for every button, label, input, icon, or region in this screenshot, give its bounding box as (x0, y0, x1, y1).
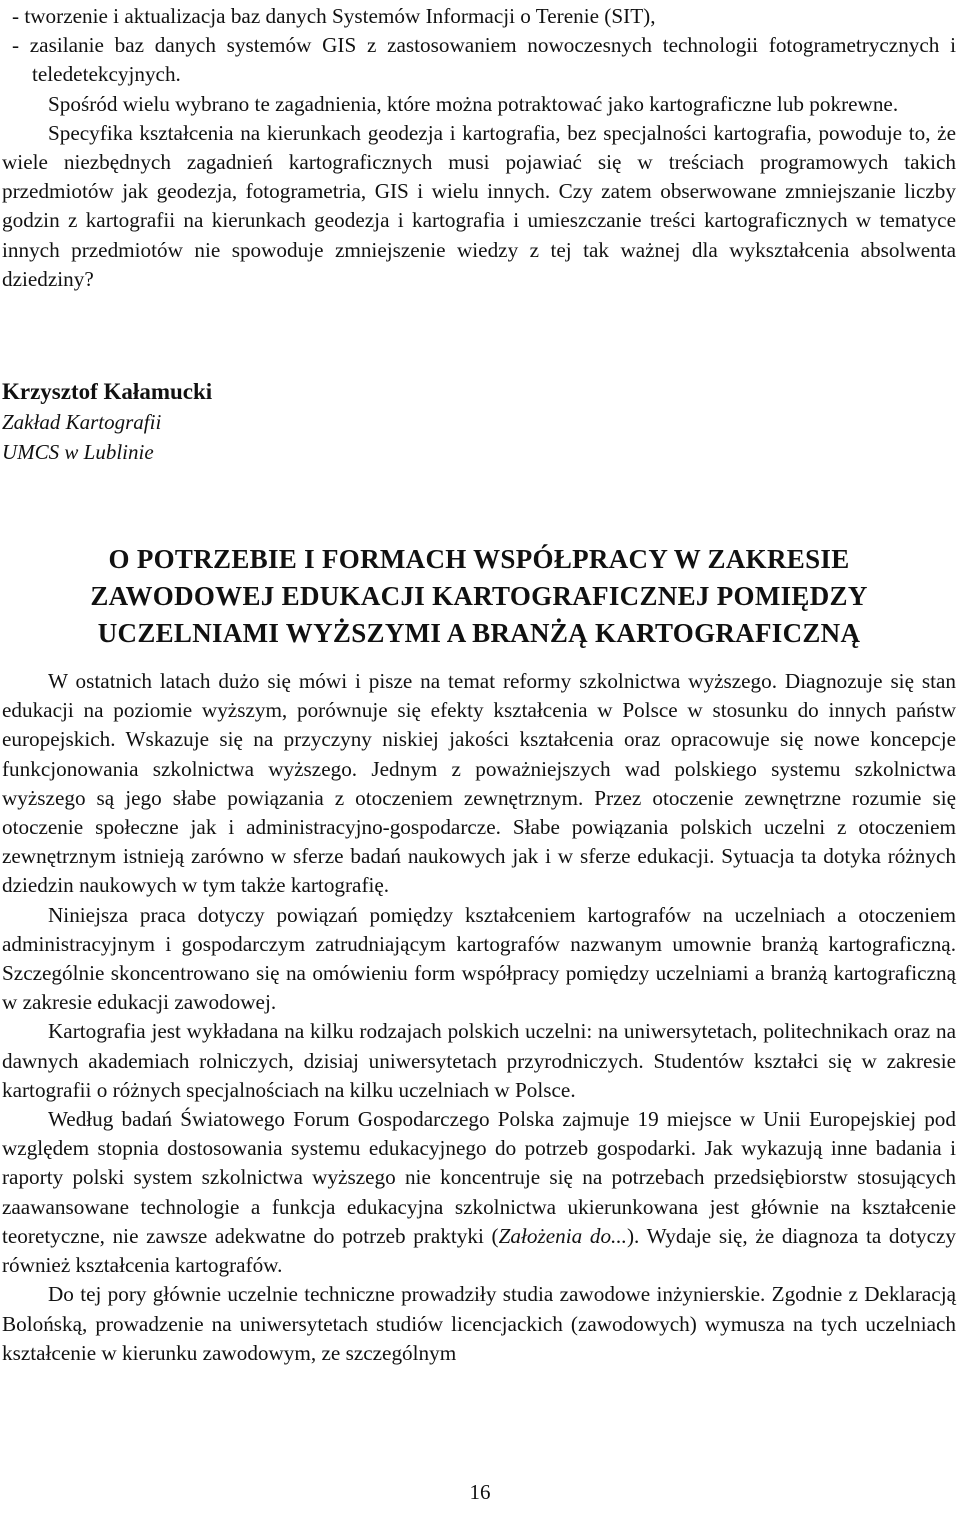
body-paragraph (2, 1105, 956, 1280)
bullet-item: - tworzenie i aktualizacja baz danych Systemów Informacji o Terenie (SIT), (12, 4, 656, 28)
article-title-line: ZAWODOWEJ EDUKACJI KARTOGRAFICZNEJ POMIĘDZY (90, 581, 868, 612)
author-block (2, 377, 956, 467)
body-paragraph: W ostatnich latach dużo się mówi i pisze na temat reformy szkolnictwa wyższego. Diagnozuje się stan edukacji na poziomie wyższym, porównuje się efekty kształcenia w Polsce w stosunku do innych państw europejskich. Wskazuje się na przyczyny niskiej jakości kształcenia oraz opracowuje się nowe koncepcje funkcjonowania szkolnictwa wyższego. Jednym z poważniejszych wad polskiego systemu szkolnictwa wyższego są jego słabe powiązania z otoczeniem zewnętrznym. Przez otoczenie zewnętrzne rozumie się otoczenie społeczne jak i administracyjno-gospodarcze. Słabe powiązania polskich uczelni z otoczeniem zewnętrznym istnieją zarówno w sferze badań naukowych jak i w sferze edukacji. Sytuacja ta dotyka różnych dziedzin naukowych w tym także kartografię. (2, 669, 956, 898)
body-paragraph: Kartografia jest wykładana na kilku rodzajach polskich uczelni: na uniwersytetach, politechnikach oraz na dawnych akademiach rolniczych, dzisiaj uniwersytetach przyrodniczych. Studentów kształci się w zakresie kartografii o różnych specjalnościach na kilku uczelniach w Polsce. (2, 1019, 956, 1102)
spacer (2, 467, 956, 541)
body-paragraph: Niniejsza praca dotyczy powiązań pomiędzy kształceniem kartografów na uczelniach a otoczeniem administracyjnym i gospodarczym zatrudniającym kartografów nazwanym umownie branżą kartograficzną. Szczególnie skoncentrowano się na omówieniu form współpracy pomiędzy uczelniami a branżą kartograficzną w zakresie edukacji zawodowej. (2, 902, 956, 1015)
article-title-line: UCZELNIAMI WYŻSZYMI A BRANŻĄ KARTOGRAFICZNĄ (97, 618, 861, 649)
body-paragraph: Specyfika kształcenia na kierunkach geodezja i kartografia, bez specjalności kartografia, powoduje to, że wiele niezbędnych zagadnień kartograficznych musi pojawiać się w treściach programowych takich przedmiotów jak geodezja, fotogrametria, GIS i wielu innych. Czy zatem obserwowane zmniejszanie liczby godzin z kartografii na kierunkach geodezja i kartografia i umieszczanie treści kartograficznych w tematyce innych przedmiotów nie spowoduje zmniejszenie wiedzy z tej tak ważnej dla wykształcenia absolwenta dziedziny? (2, 120, 956, 291)
author-department: Zakład Kartografii (2, 410, 162, 435)
spacer (2, 294, 956, 377)
citation: Założenia do... (498, 1223, 627, 1248)
author-name: Krzysztof Kałamucki (2, 379, 213, 405)
body-paragraph: Do tej pory głównie uczelnie techniczne prowadziły studia zawodowe inżynierskie. Zgodnie z Deklaracją Bolońską, prowadzenie na uniwersytetach studiów licencjackich (zawodowych) wymusza na tych uczelniach kształcenie w kierunku zawodowym, ze szczególnym (2, 1282, 956, 1365)
article-title-line: O POTRZEBIE I FORMACH WSPÓŁPRACY W ZAKRESIE (108, 544, 850, 575)
paragraph-text: Według badań Światowego Forum Gospodarczego Polska zajmuje 19 miejsce w Unii Europejskiej pod względem stopnia dostosowania systemu edukacyjnego do potrzeb gospodarki. Jak wykazują inne badania i raporty polski system szkolnictwa wyższego nie koncentruje się na potrzebach przedsiębiorstw stosujących zaawansowane technologie a funkcja edukacyjna szkolnictwa ukierunkowana jest głównie na kształcenie teoretyczne, nie zawsze adekwatne do potrzeb praktyki ( (2, 1107, 956, 1248)
bullet-item: - zasilanie baz danych systemów GIS z zastosowaniem nowoczesnych technologii fotogrametrycznych i teledetekcyjnych. (12, 33, 956, 87)
page-number: 16 (469, 1480, 491, 1504)
article-body (2, 667, 956, 1368)
body-paragraph: Spośród wielu wybrano te zagadnienia, które można potraktować jako kartograficzne lub pokrewne. (48, 91, 899, 116)
author-university: UMCS w Lublinie (2, 440, 154, 465)
paragraph-text: ). Wydaje się, że diagnoza ta dotyczy również kształcenia kartografów. (2, 1223, 956, 1278)
spacer (2, 652, 956, 667)
previous-article-ending (2, 2, 956, 294)
article-title (2, 541, 956, 652)
